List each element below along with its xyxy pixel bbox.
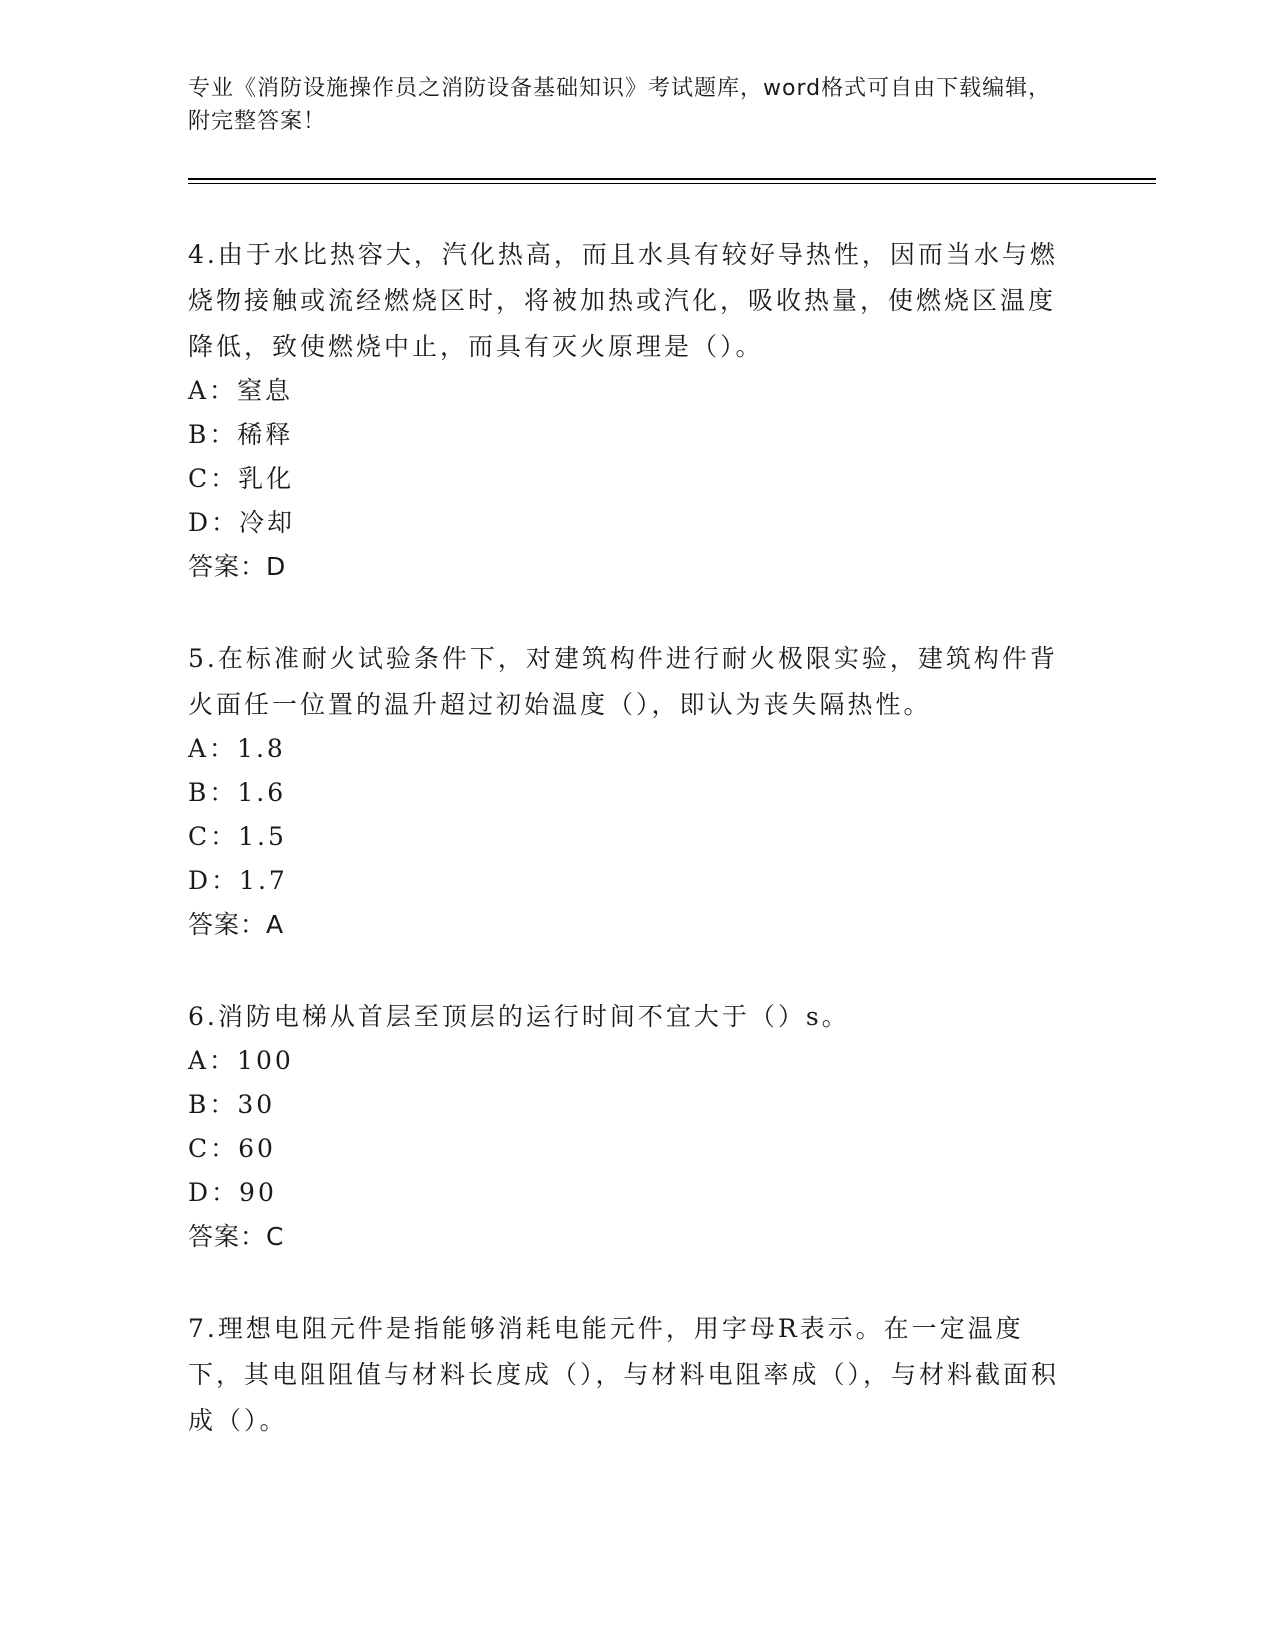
question-6-option-a: A：100 bbox=[188, 1046, 294, 1075]
question-6-stem: 6.消防电梯从首层至顶层的运行时间不宜大于（）s。 bbox=[188, 1002, 850, 1031]
document-header: 专业《消防设施操作员之消防设备基础知识》考试题库，word格式可自由下载编辑，附完整答案！ bbox=[188, 76, 1052, 134]
question-5-option-a: A：1.8 bbox=[188, 734, 286, 763]
question-6-option-b: B：30 bbox=[188, 1090, 276, 1119]
question-4-option-d: D：冷却 bbox=[188, 508, 296, 537]
question-6-option-c: C：60 bbox=[188, 1134, 276, 1163]
question-5-option-c: C：1.5 bbox=[188, 822, 287, 851]
question-7-stem: 7.理想电阻元件是指能够消耗电能元件，用字母R表示。在一定温度下，其电阻阻值与材料长度成（），与材料电阻率成（），与材料截面积成（）。 bbox=[188, 1314, 1060, 1435]
question-4-answer: 答案：D bbox=[188, 552, 287, 581]
question-4-stem: 4.由于水比热容大，汽化热高，而且水具有较好导热性，因而当水与燃烧物接触或流经燃烧区时，将被加热或汽化，吸收热量，使燃烧区温度降低，致使燃烧中止，而具有灭火原理是（）。 bbox=[188, 240, 1058, 361]
question-5-option-d: D：1.7 bbox=[188, 866, 288, 895]
question-5-stem: 5.在标准耐火试验条件下，对建筑构件进行耐火极限实验，建筑构件背火面任一位置的温升超过初始温度（），即认为丧失隔热性。 bbox=[188, 644, 1058, 719]
question-6-answer: 答案：C bbox=[188, 1222, 285, 1251]
question-5-answer: 答案：A bbox=[188, 910, 285, 939]
question-5-option-b: B：1.6 bbox=[188, 778, 287, 807]
header-divider-top bbox=[188, 178, 1156, 180]
header-divider-bottom bbox=[188, 183, 1156, 184]
question-6-option-d: D：90 bbox=[188, 1178, 277, 1207]
question-4-option-c: C：乳化 bbox=[188, 464, 295, 493]
question-4-option-b: B：稀释 bbox=[188, 420, 294, 449]
question-4-option-a: A：窒息 bbox=[188, 376, 294, 405]
